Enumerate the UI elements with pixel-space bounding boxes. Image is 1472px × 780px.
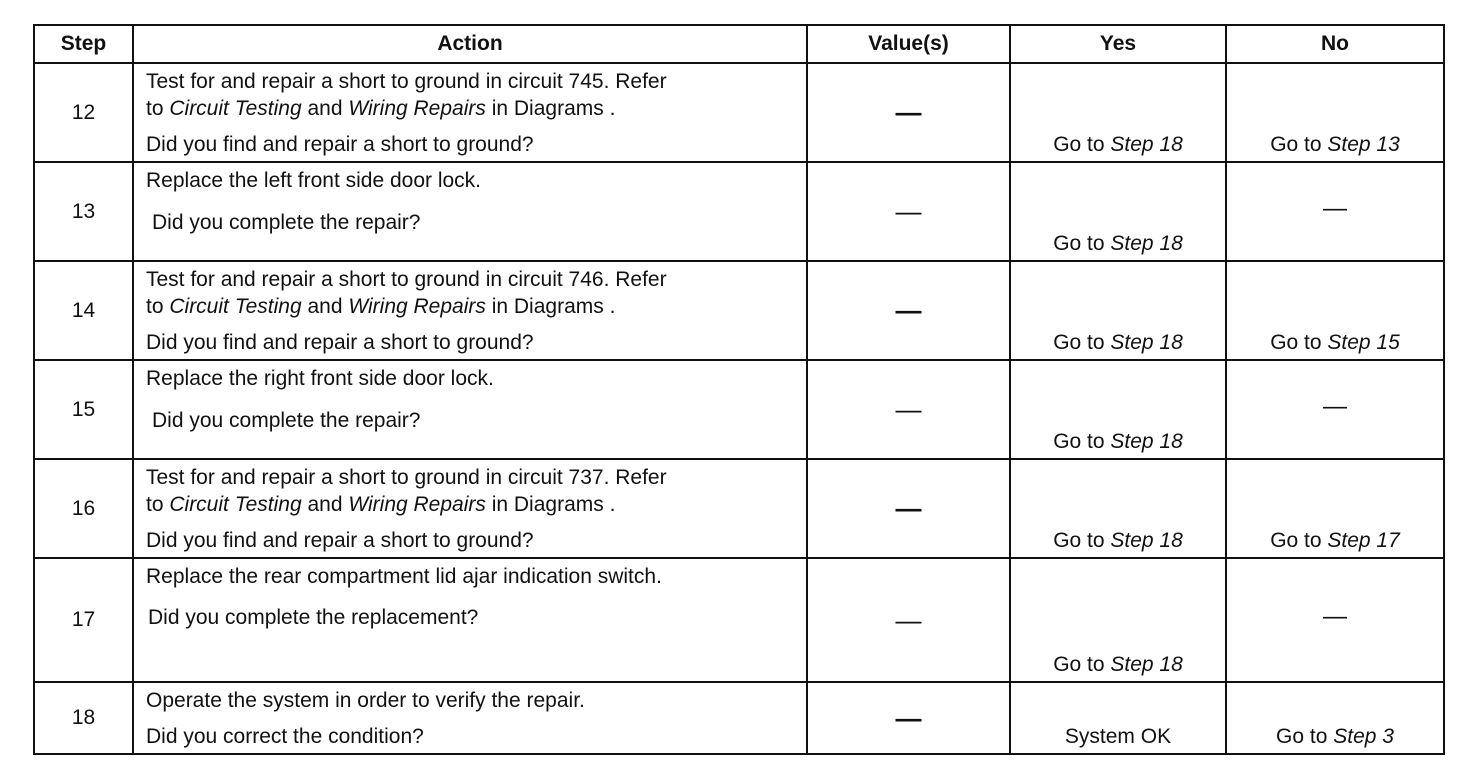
no-value: — [1323, 392, 1347, 420]
action-text: Replace the left front side door lock. [146, 169, 482, 192]
circuit-testing-link[interactable]: Circuit Testing [169, 295, 302, 318]
step-number: 16 [34, 459, 133, 558]
yes-goto[interactable]: Go to Step 18 [1053, 331, 1183, 354]
wiring-repairs-link[interactable]: Wiring Repairs [348, 97, 486, 120]
value-cell: — [807, 558, 1010, 682]
header-row [34, 25, 1444, 63]
action-text: Replace the rear compartment lid ajar indication switch. [146, 565, 662, 588]
action-text-refer: to Circuit Testing and Wiring Repairs in Diagrams . [146, 493, 616, 516]
no-goto[interactable]: Go to Step 15 [1270, 331, 1400, 354]
yes-result: System OK [1064, 725, 1172, 748]
table-row [34, 558, 1444, 682]
action-cell [133, 360, 807, 459]
yes-cell [1010, 682, 1226, 754]
diagnostic-table [33, 24, 1445, 755]
yes-cell [1010, 162, 1226, 261]
action-text-refer: to Circuit Testing and Wiring Repairs in Diagrams . [146, 295, 616, 318]
action-question: Did you find and repair a short to ground? [146, 133, 534, 156]
yes-goto[interactable]: Go to Step 18 [1053, 529, 1183, 552]
action-text: Test for and repair a short to ground in circuit 746. Refer [146, 268, 667, 291]
action-text: Replace the right front side door lock. [146, 367, 494, 390]
yes-goto[interactable]: Go to Step 18 [1053, 430, 1183, 453]
table-row [34, 360, 1444, 459]
yes-goto[interactable]: Go to Step 18 [1053, 133, 1183, 156]
wiring-repairs-link[interactable]: Wiring Repairs [348, 295, 486, 318]
action-cell [133, 63, 807, 162]
no-cell [1226, 63, 1444, 162]
no-cell [1226, 459, 1444, 558]
table-row [34, 459, 1444, 558]
no-value: — [1323, 603, 1347, 631]
value-cell: — [807, 360, 1010, 459]
action-cell [133, 261, 807, 360]
action-question: Did you find and repair a short to ground? [146, 529, 534, 552]
header-step: Step [34, 25, 133, 63]
step-number: 12 [34, 63, 133, 162]
yes-goto[interactable]: Go to Step 18 [1053, 232, 1183, 255]
yes-goto[interactable]: Go to Step 18 [1053, 653, 1183, 676]
yes-cell [1010, 558, 1226, 682]
value-cell: — [807, 459, 1010, 558]
action-text: Test for and repair a short to ground in circuit 745. Refer [146, 70, 667, 93]
action-text: Operate the system in order to verify the repair. [146, 689, 585, 712]
step-number: 13 [34, 162, 133, 261]
action-text: Test for and repair a short to ground in circuit 737. Refer [146, 466, 667, 489]
header-values: Value(s) [807, 25, 1010, 63]
step-number: 15 [34, 360, 133, 459]
action-cell [133, 682, 807, 754]
step-number: 14 [34, 261, 133, 360]
table-row [34, 162, 1444, 261]
table-row [34, 682, 1444, 754]
no-goto[interactable]: Go to Step 13 [1270, 133, 1400, 156]
step-number: 18 [34, 682, 133, 754]
action-cell [133, 162, 807, 261]
table-row [34, 261, 1444, 360]
no-goto[interactable]: Go to Step 17 [1270, 529, 1400, 552]
no-cell [1226, 261, 1444, 360]
table-row [34, 63, 1444, 162]
no-value: — [1323, 194, 1347, 222]
action-cell [133, 558, 807, 682]
value-cell: — [807, 261, 1010, 360]
yes-cell [1010, 261, 1226, 360]
yes-cell [1010, 63, 1226, 162]
action-question: Did you complete the repair? [152, 409, 421, 432]
value-cell: — [807, 162, 1010, 261]
action-question: Did you correct the condition? [146, 725, 424, 748]
yes-cell [1010, 360, 1226, 459]
header-yes: Yes [1010, 25, 1226, 63]
yes-cell [1010, 459, 1226, 558]
action-question: Did you find and repair a short to ground? [146, 331, 534, 354]
circuit-testing-link[interactable]: Circuit Testing [169, 493, 302, 516]
header-no: No [1226, 25, 1444, 63]
action-text-refer: to Circuit Testing and Wiring Repairs in Diagrams . [146, 97, 616, 120]
value-cell: — [807, 682, 1010, 754]
action-question: Did you complete the replacement? [148, 606, 479, 629]
no-cell [1226, 162, 1444, 261]
no-cell [1226, 558, 1444, 682]
step-number: 17 [34, 558, 133, 682]
no-goto[interactable]: Go to Step 3 [1276, 725, 1394, 748]
no-cell [1226, 360, 1444, 459]
wiring-repairs-link[interactable]: Wiring Repairs [348, 493, 486, 516]
action-question: Did you complete the repair? [152, 211, 421, 234]
value-cell: — [807, 63, 1010, 162]
action-cell [133, 459, 807, 558]
circuit-testing-link[interactable]: Circuit Testing [169, 97, 302, 120]
no-cell [1226, 682, 1444, 754]
header-action: Action [133, 25, 807, 63]
